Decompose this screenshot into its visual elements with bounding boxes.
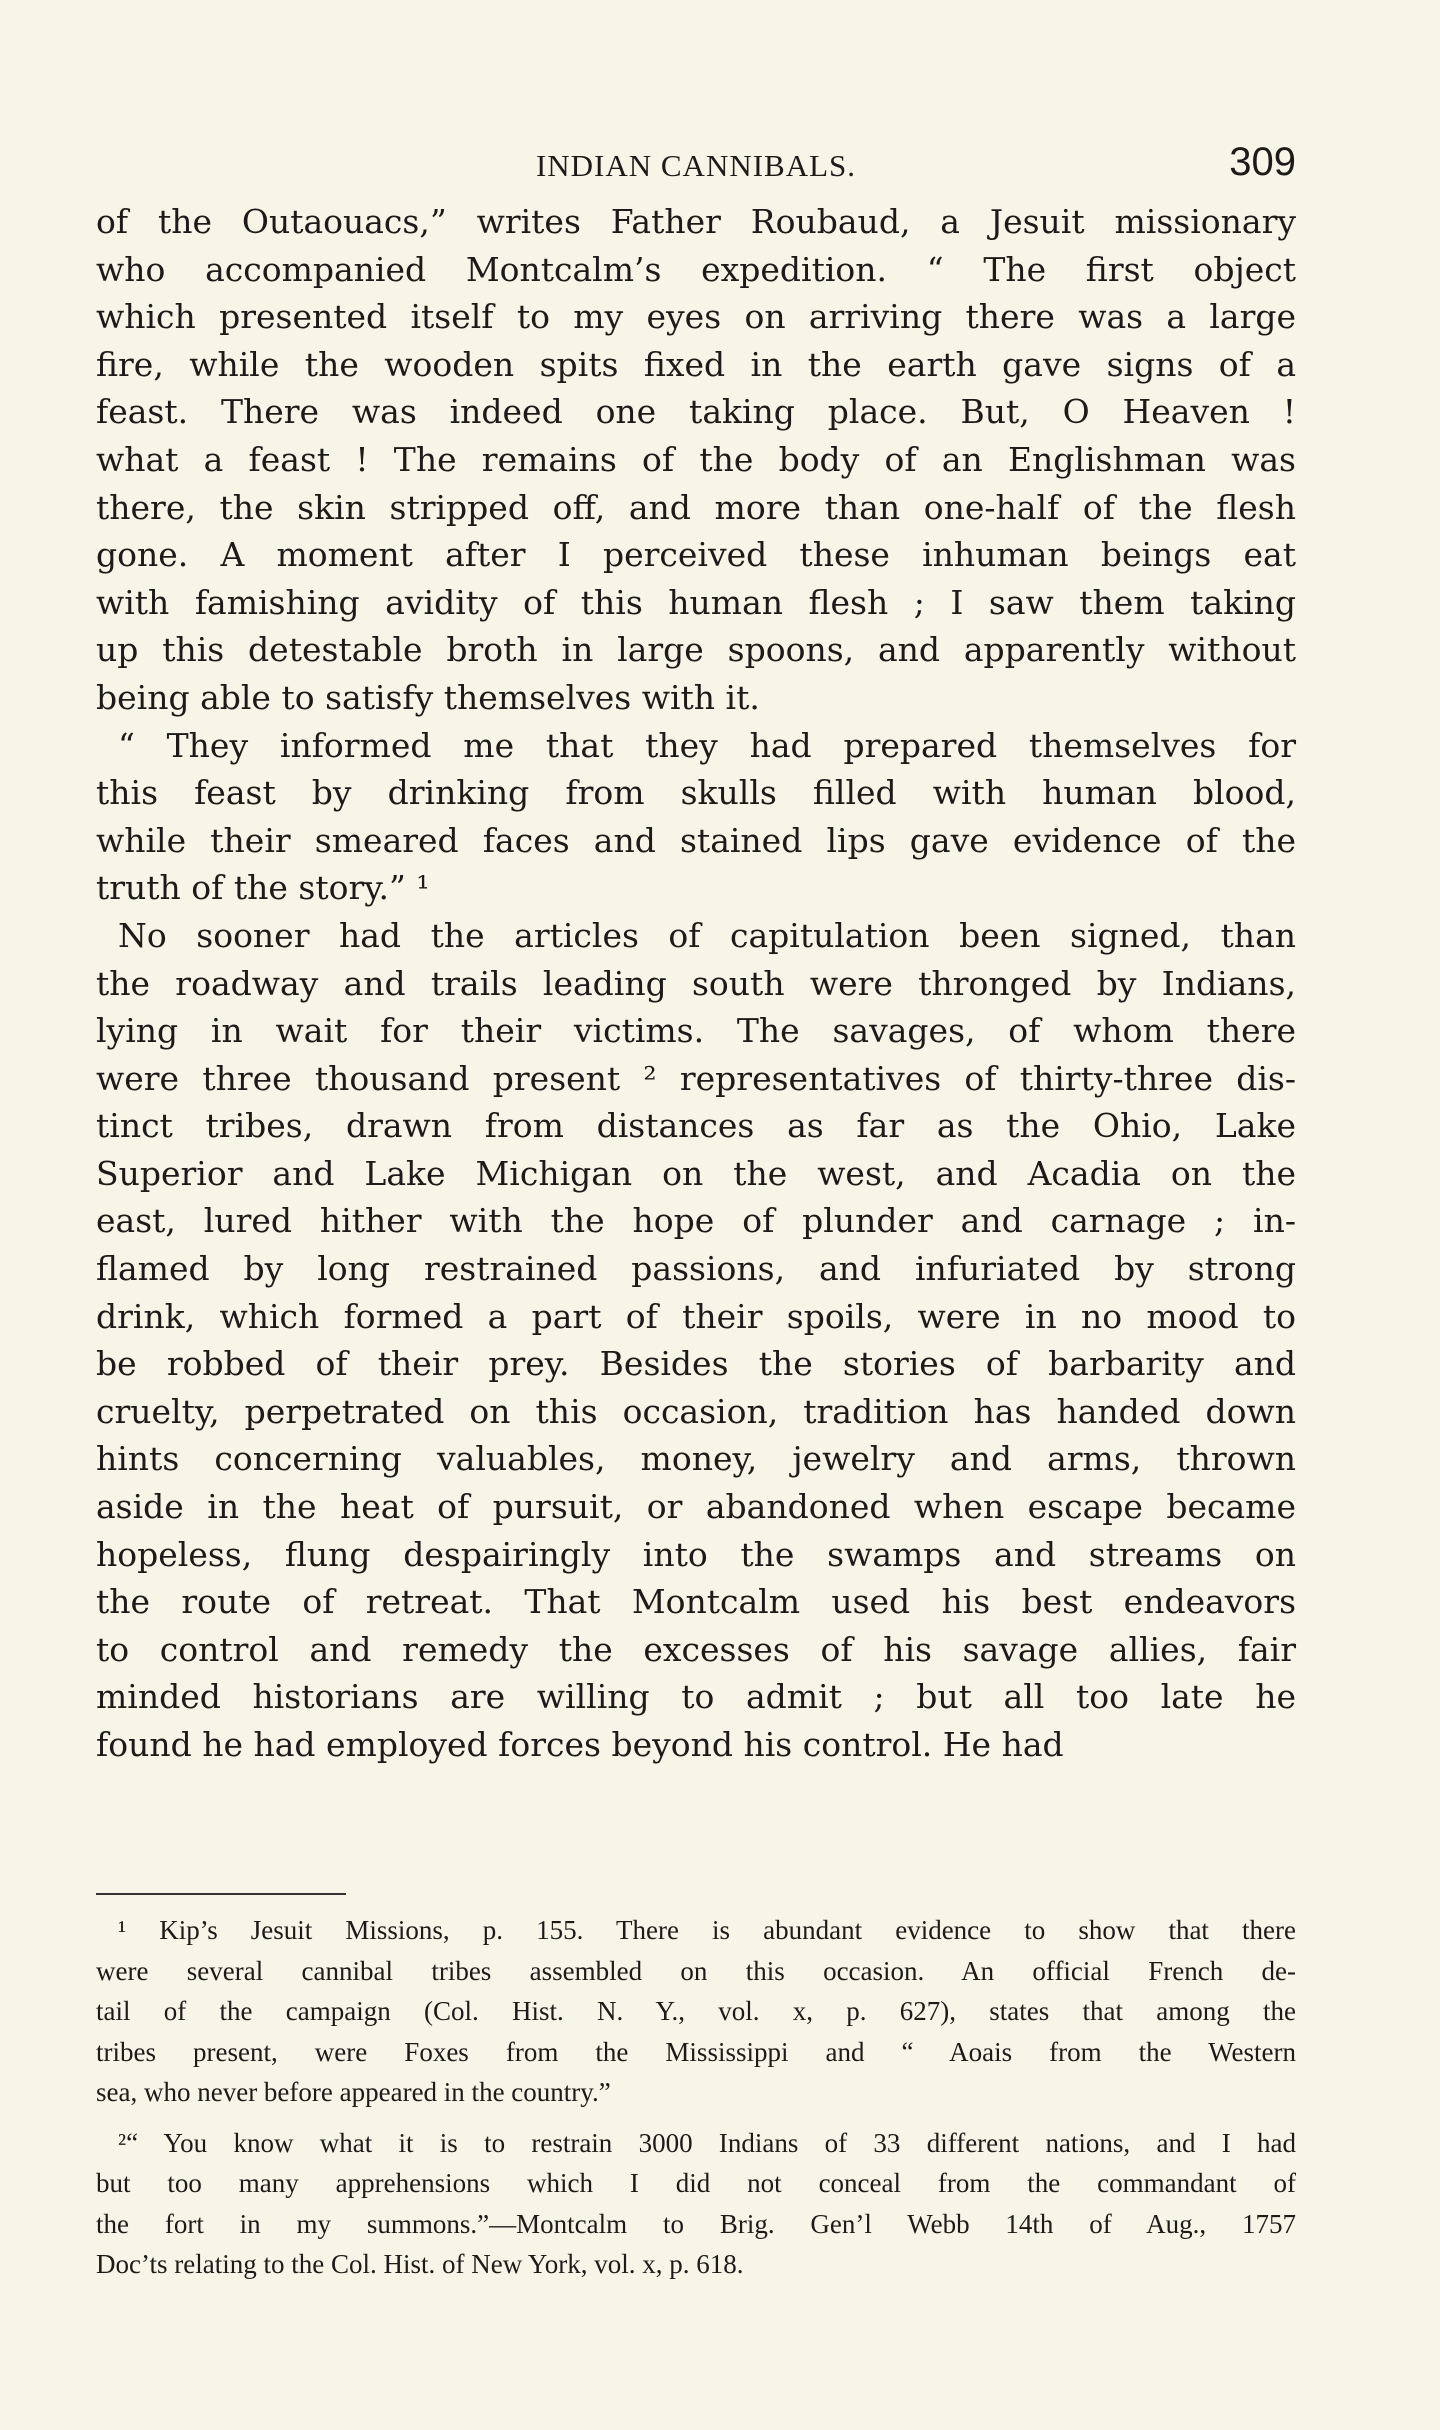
body-line: found he had employed forces beyond his control. He had — [96, 1725, 1064, 1764]
footnote-line: the fort in my summons.”—Montcalm to Brig. Gen’l Webb 14th of Aug., 1757 — [96, 2208, 1296, 2239]
body-line: cruelty, perpetrated on this occasion, tradition has handed down — [96, 1391, 1296, 1431]
body-line: were three thousand present ² representatives of thirty-three dis- — [96, 1058, 1296, 1098]
body-line: of the Outaouacs,” writes Father Roubaud, a Jesuit missionary — [96, 202, 1296, 241]
page-header — [96, 140, 1296, 190]
body-line: while their smeared faces and stained lips gave evidence of the — [96, 820, 1296, 860]
body-line: gone. A moment after I perceived these inhuman beings eat — [96, 535, 1296, 575]
footnote-line: ¹ Kip’s Jesuit Missions, p. 155. There is abundant evidence to show that there — [118, 1915, 1296, 1945]
body-line: there, the skin stripped off, and more than one-half of the flesh — [96, 487, 1296, 527]
body-line: hints concerning valuables, money, jewelry and arms, thrown — [96, 1439, 1296, 1479]
body-line: to control and remedy the excesses of his savage allies, fair — [96, 1629, 1296, 1669]
body-line: flamed by long restrained passions, and infuriated by strong — [96, 1249, 1296, 1289]
footnote-line: tail of the campaign (Col. Hist. N. Y., vol. x, p. 627), states that among the — [96, 1996, 1296, 2026]
footnote-divider — [96, 1893, 346, 1895]
body-line: aside in the heat of pursuit, or abandoned when escape became — [96, 1487, 1296, 1527]
body-line: this feast by drinking from skulls filled with human blood, — [96, 773, 1296, 813]
footnote-line: were several cannibal tribes assembled on this occasion. An official French de- — [96, 1955, 1296, 1986]
body-line: which presented itself to my eyes on arriving there was a large — [96, 297, 1296, 337]
footnotes — [96, 1910, 1296, 2285]
body-line: Superior and Lake Michigan on the west, and Acadia on the — [96, 1153, 1296, 1193]
body-line: with famishing avidity of this human flesh ; I saw them taking — [96, 582, 1296, 622]
body-line: tinct tribes, drawn from distances as far as the Ohio, Lake — [96, 1106, 1296, 1146]
running-title: INDIAN CANNIBALS. — [535, 148, 857, 183]
body-line: hopeless, flung despairingly into the swamps and streams on — [96, 1534, 1296, 1574]
page-number: 309 — [1229, 140, 1296, 184]
body-line: the roadway and trails leading south were thronged by Indians, — [96, 963, 1296, 1003]
body-line: being able to satisfy themselves with it. — [96, 677, 760, 717]
body-line: up this detestable broth in large spoons, and apparently without — [96, 630, 1296, 670]
footnote-line: sea, who never before appeared in the country.” — [96, 2077, 611, 2107]
body-line: who accompanied Montcalm’s expedition. “ The first object — [96, 249, 1296, 289]
body-line: feast. There was indeed one taking place. But, O Heaven ! — [96, 392, 1296, 432]
body-line: “ They informed me that they had prepared themselves for — [118, 725, 1296, 765]
body-line: be robbed of their prey. Besides the stories of barbarity and — [96, 1344, 1296, 1384]
footnote-line: tribes present, were Foxes from the Mississippi and “ Aoais from the Western — [96, 2036, 1296, 2067]
footnote-line: Doc’ts relating to the Col. Hist. of New York, vol. x, p. 618. — [96, 2249, 744, 2279]
body-line: what a feast ! The remains of the body of an Englishman was — [96, 439, 1296, 479]
body-line: the route of retreat. That Montcalm used his best endeavors — [96, 1582, 1296, 1622]
body-text — [96, 198, 1296, 1769]
body-line: truth of the story.” ¹ — [96, 868, 430, 908]
body-line: drink, which formed a part of their spoils, were in no mood to — [96, 1296, 1296, 1336]
body-line: minded historians are willing to admit ; but all too late he — [96, 1677, 1296, 1717]
footnote-line: ²“ You know what it is to restrain 3000 Indians of 33 different nations, and I had — [118, 2127, 1296, 2158]
body-line: east, lured hither with the hope of plunder and carnage ; in- — [96, 1201, 1296, 1241]
body-line: lying in wait for their victims. The savages, of whom there — [96, 1011, 1296, 1051]
body-line: No sooner had the articles of capitulation been signed, than — [118, 915, 1296, 955]
body-line: fire, while the wooden spits fixed in the earth gave signs of a — [96, 344, 1296, 384]
footnote-line: but too many apprehensions which I did not conceal from the commandant of — [96, 2168, 1296, 2198]
